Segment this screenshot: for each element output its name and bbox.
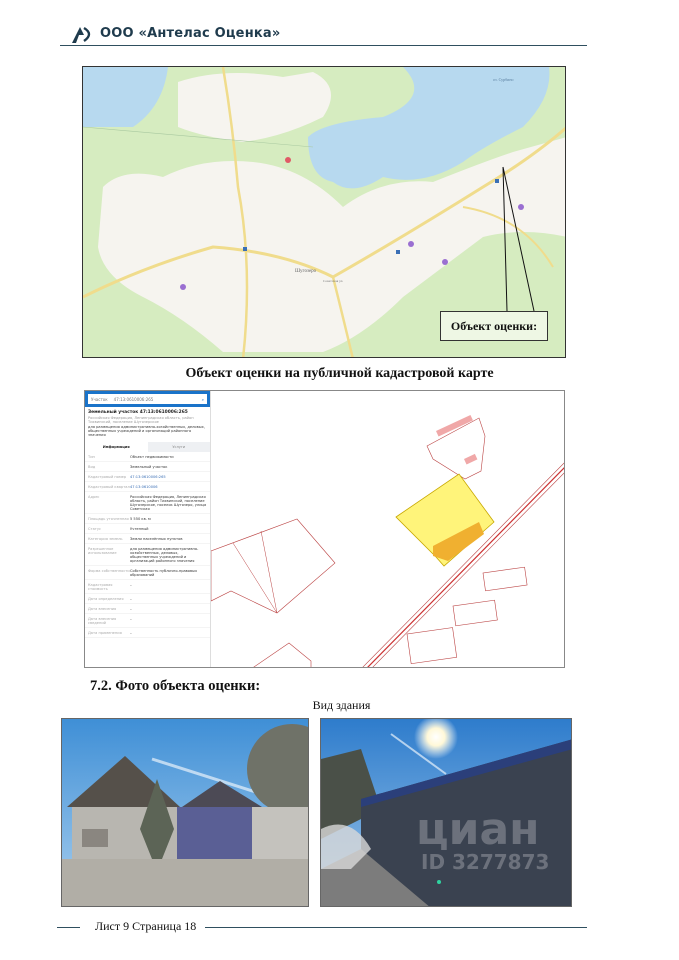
info-key: Кадастровый номер [88,474,127,479]
info-row [85,514,210,524]
info-row [85,580,210,594]
parcel-title: Земельный участок 47:13:0610006:265 [88,410,188,415]
search-icon[interactable]: ⌕ [201,396,204,402]
info-key: Вид [88,464,96,469]
info-key: Площадь уточненная [88,516,129,521]
info-value: 5 550 кв. м [130,516,151,521]
cadastral-map-screenshot [84,390,565,668]
info-row [85,604,210,614]
tab-services[interactable]: Услуги [148,442,211,452]
info-key: Дата внесения [88,606,117,611]
page-number: Лист 9 Страница 18 [95,919,197,933]
info-row [85,492,210,514]
parcel-info-table [85,452,210,638]
info-value[interactable]: 47:13:0610006 [130,484,158,489]
watermark-text: циан [416,804,540,855]
lake-label: оз. Сурбино [493,77,514,82]
info-key: Форма собственности [88,568,130,573]
search-type-select[interactable]: Участок [91,396,108,402]
info-value: Земли населённых пунктов [130,536,183,541]
info-value: – [130,606,132,611]
info-key: Статус [88,526,102,531]
info-row [85,452,210,462]
info-key: Адрес [88,494,100,499]
info-row [85,534,210,544]
info-row [85,594,210,604]
cadastral-info-panel [85,391,211,668]
watermark-id: ID 3277873 [421,850,550,874]
info-row [85,524,210,534]
footer-divider-left [57,927,80,928]
info-value[interactable]: 47:13:0610006:265 [130,474,166,479]
footer-divider-right [205,927,587,928]
info-value: – [130,582,132,587]
section-heading: 7.2. Фото объекта оценки: [90,678,261,694]
header-divider [60,45,587,46]
info-key: Дата применения [88,630,122,635]
info-key: Дата определения [88,596,124,601]
info-row [85,566,210,580]
info-row [85,482,210,492]
info-value: – [130,616,132,621]
info-key: Категория земель [88,536,123,541]
info-row [85,614,210,628]
cadastral-search-bar[interactable] [85,391,210,407]
village-label: Шугозеро [295,269,317,274]
parcel-purpose: для размещения административно-хозяйственных, деловых, общественных учреждений и организаций районного значения [88,425,205,437]
building-photo-1 [61,718,309,907]
info-value: Учтенный [130,526,149,531]
info-key: Кадастровый квартал [88,484,130,489]
info-value: – [130,596,132,601]
cadastral-map-caption: Объект оценки на публичной кадастровой карте [185,366,494,381]
info-value: Земельный участок [130,464,168,469]
info-row [85,544,210,566]
info-row [85,628,210,638]
street-label: Советская ул. [323,279,344,283]
photo-caption: Вид здания [312,698,371,712]
building-photo-2 [320,718,572,907]
tab-information[interactable]: Информация [102,445,130,449]
search-input[interactable]: 47:13:0610006:265 [113,396,154,402]
info-key: Разрешенное использование [88,546,117,555]
cadastral-map-graphic [211,391,565,668]
info-key: Тип [88,454,95,459]
info-value: Собственность публично-правовых образований [130,568,198,577]
parcel-subtitle: Российская Федерация, Ленинградская область, район Тихвинский, поселение Шугозерское [88,416,194,424]
info-key: Дата внесения сведений [88,616,117,625]
info-value: Объект недвижимости [130,454,174,459]
info-key: Кадастровая стоимость [88,582,113,591]
object-label-callout: Объект оценки: [440,311,548,341]
info-row [85,462,210,472]
info-value: Российская Федерация, Ленинградская область, район Тихвинский, поселение Шугозерское, поселок Шугозеро, улица Советская [130,494,207,511]
info-row [85,472,210,482]
company-name: ООО «Антелас Оценка» [100,26,281,41]
company-logo-icon [70,24,96,44]
info-value: – [130,630,132,635]
info-value: для размещения административно-хозяйственных, деловых, общественных учреждений и организаций районного значения [130,546,199,563]
